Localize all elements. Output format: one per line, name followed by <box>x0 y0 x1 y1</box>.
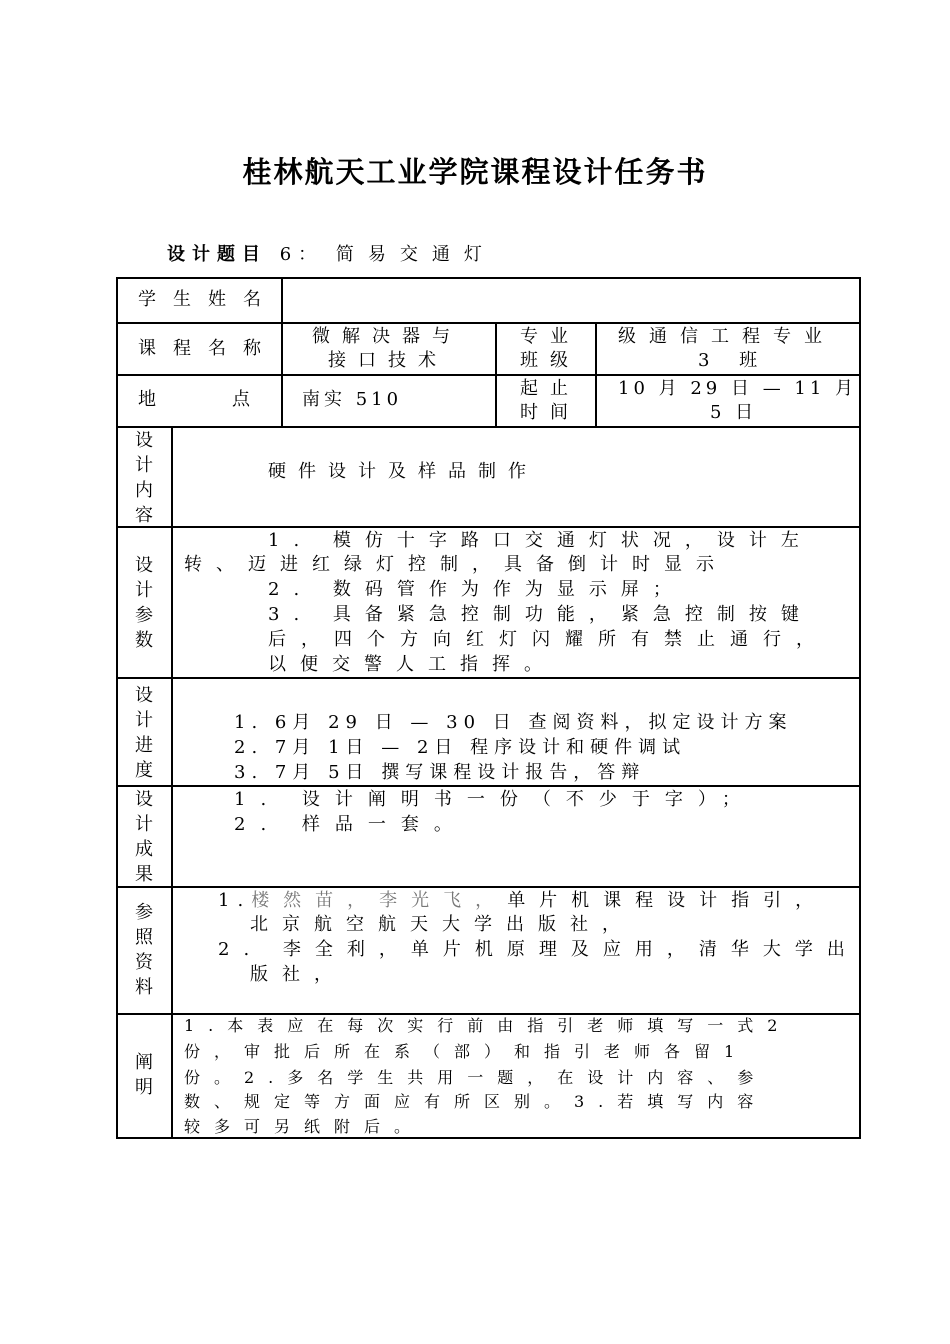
params-line-5: 后，四个方向红灯闪耀所有禁止通行， <box>268 629 829 650</box>
params-label <box>116 553 172 653</box>
row-divider <box>116 374 861 376</box>
params-line-2: 转、迈进红绿灯控制，具备倒计时显示 <box>184 554 728 575</box>
subject-number: 6： <box>279 244 324 265</box>
col-divider <box>595 322 597 427</box>
label-char: 阐 <box>135 1052 153 1073</box>
references-line-1 <box>218 889 827 913</box>
design-subject <box>167 240 496 266</box>
course-value-line1: 微解决器与 <box>312 326 462 347</box>
major-label-line2: 班级 <box>520 350 580 371</box>
notes-label <box>116 1050 172 1100</box>
row-divider <box>116 677 861 679</box>
time-value-line1: 10 月 29 日 — 11 月 <box>618 378 858 399</box>
label-char: 设 <box>135 430 153 451</box>
label-char: 计 <box>135 455 153 476</box>
content-label <box>116 428 172 528</box>
table-border-top <box>116 277 861 279</box>
time-label-line2: 时间 <box>520 402 580 423</box>
row-divider <box>116 785 861 787</box>
references-line-3: 2. 李全利，单片机原理及应用，清华大学出 <box>218 939 859 960</box>
label-char: 计 <box>135 814 153 835</box>
label-char: 果 <box>135 864 153 885</box>
major-value-line1: 级通信工程专业 <box>618 326 835 347</box>
col-divider <box>495 322 497 427</box>
label-char: 参 <box>135 605 153 626</box>
task-table <box>116 277 861 1139</box>
notes-line-4: 数、规定等方面应有所区别。3.若填写内容 <box>184 1092 768 1111</box>
reference-number: 1. <box>218 890 252 911</box>
location-label <box>138 388 326 412</box>
row-divider <box>116 886 861 888</box>
label-char: 容 <box>135 505 153 526</box>
reference-title: 单片机课程设计指引， <box>507 890 828 911</box>
label-char: 设 <box>135 789 153 810</box>
location-value: 南实 510 <box>302 389 403 410</box>
time-label-line1: 起止 <box>520 378 580 399</box>
progress-line-3: 3. 7月 5日 撰写课程设计报告，答辩 <box>234 762 646 783</box>
course-value-line2: 接口技术 <box>328 350 448 371</box>
params-line-3: 2. 数码管作为作为显示屏； <box>268 579 685 600</box>
results-line-2: 2. 样品一套。 <box>234 814 467 835</box>
label-char: 设 <box>135 555 153 576</box>
notes-line-1: 1.本表应在每次实行前由指引老师填写一式2 <box>184 1016 792 1035</box>
label-char: 照 <box>135 927 153 948</box>
course-label: 课程名称 <box>138 338 278 359</box>
table-border-right <box>859 277 861 1139</box>
progress-line-1: 1. 6月 29 日 — 30 日 查阅资料，拟定设计方案 <box>234 712 793 733</box>
notes-line-5: 较多可另纸附后。 <box>184 1117 425 1136</box>
params-line-4: 3. 具备紧急控制功能，紧急控制按键 <box>268 604 813 625</box>
subject-label: 设计题目 <box>167 244 267 265</box>
progress-line-2: 2. 7月 1日 — 2日 程序设计和硬件调试 <box>234 737 687 758</box>
label-char: 料 <box>135 977 153 998</box>
results-line-1: 1. 设计阐明书一份（不少于字）； <box>234 789 755 810</box>
label-char: 进 <box>135 735 153 756</box>
location-label-text: 地点 <box>138 389 326 410</box>
label-char: 资 <box>135 952 153 973</box>
student-name-label: 学生姓名 <box>138 289 278 310</box>
major-label-line1: 专业 <box>520 326 580 347</box>
row-divider <box>116 322 861 324</box>
label-char: 明 <box>135 1077 153 1098</box>
references-line-2: 北京航空航天大学出版社， <box>250 914 634 935</box>
reference-author: 楼然苗，李光飞， <box>251 890 508 911</box>
label-char: 数 <box>135 630 153 651</box>
notes-line-2: 份，审批后所在系（部）和指引老师各留1 <box>184 1042 749 1061</box>
content-value: 硬件设计及样品制作 <box>268 461 538 482</box>
subject-value: 简易交通灯 <box>335 244 496 265</box>
label-char: 设 <box>135 685 153 706</box>
label-char: 内 <box>135 480 153 501</box>
time-value-line2: 5 日 <box>710 402 758 423</box>
params-line-1: 1. 模仿十字路口交通灯状况，设计左 <box>268 530 813 551</box>
references-line-4: 版社， <box>250 964 346 985</box>
notes-line-3: 份。2.多名学生共用一题，在设计内容、参 <box>184 1068 768 1087</box>
label-char: 度 <box>135 760 153 781</box>
params-line-6: 以便交警人工指挥。 <box>268 654 556 675</box>
progress-label <box>116 683 172 783</box>
references-label <box>116 900 172 1000</box>
major-value-line2: 3 班 <box>698 350 770 371</box>
label-char: 计 <box>135 710 153 731</box>
row-divider <box>116 426 861 428</box>
document-title: 桂林航天工业学院课程设计任务书 <box>242 155 708 189</box>
label-char: 计 <box>135 580 153 601</box>
row-divider <box>116 526 861 528</box>
label-char: 成 <box>135 839 153 860</box>
results-label <box>116 787 172 887</box>
label-char: 参 <box>135 902 153 923</box>
